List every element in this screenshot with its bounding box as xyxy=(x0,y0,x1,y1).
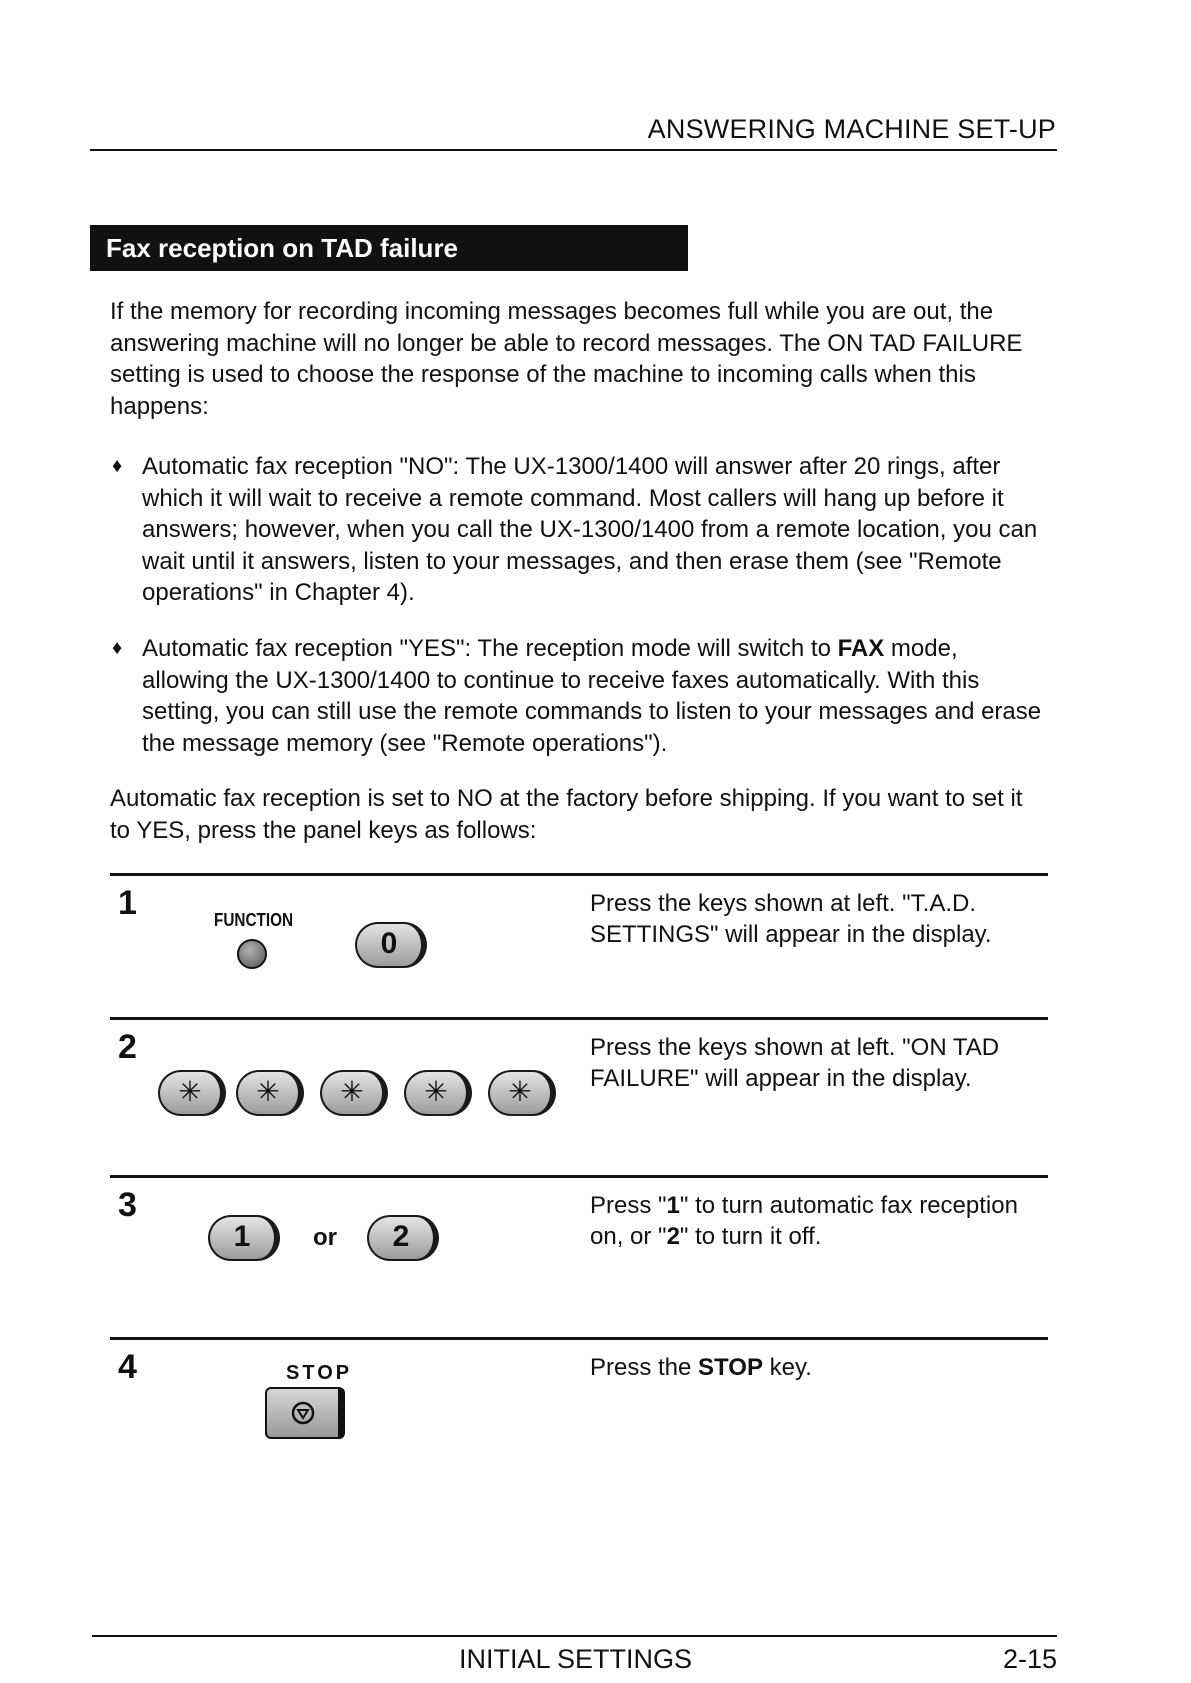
footer-rule xyxy=(92,1635,1057,1637)
desc-bold-1: 1 xyxy=(666,1192,680,1219)
key-1-icon: 1 xyxy=(208,1215,280,1261)
diamond-bullet-icon: ♦ xyxy=(112,637,123,659)
step-description: Press the keys shown at left. "ON TAD FAILURE" will appear in the display. xyxy=(590,1034,1000,1092)
bullet-text-yes-after: mode, allowing the UX-1300/1400 to continue to receive faxes automatically. With this setting, you can still use the remote commands to listen to your messages and erase the message memory (see "Remote operations"). xyxy=(142,635,1042,757)
star-key-icon: ✳ xyxy=(320,1070,388,1116)
desc-part: " to turn automatic fax reception on, or " xyxy=(590,1192,1018,1250)
step-number: 3 xyxy=(118,1186,137,1224)
key-2-icon: 2 xyxy=(367,1215,439,1261)
page-number: 2-15 xyxy=(1002,1644,1057,1674)
step-3 xyxy=(110,1175,1048,1333)
bullet-list-no xyxy=(112,451,1042,609)
bullet-item-no xyxy=(112,451,1042,609)
stop-key-label: STOP xyxy=(286,1362,353,1384)
stop-symbol-icon xyxy=(290,1400,316,1426)
desc-part: Press " xyxy=(590,1192,667,1219)
or-word: or xyxy=(313,1224,337,1251)
step-description xyxy=(590,1190,1048,1252)
step-number: 1 xyxy=(118,884,137,922)
desc-part: key. xyxy=(762,1354,812,1381)
step-number: 4 xyxy=(118,1348,137,1386)
desc-part: Press the xyxy=(590,1354,699,1381)
step-4 xyxy=(110,1337,1048,1540)
stop-key-icon xyxy=(265,1387,345,1439)
function-key-icon xyxy=(237,939,267,969)
star-key-icon: ✳ xyxy=(488,1070,556,1116)
desc-part: " to turn it off. xyxy=(679,1223,822,1250)
bullet-text-no: Automatic fax reception "NO": The UX-1300/1400 will answer after 20 rings, after which it will wait to receive a remote command. Most callers will hang up before it answers; however, when you call the UX-1300/1400 from a remote location, you can wait until it answers, listen to your messages, and then erase them (see "Remote operations" in Chapter 4). xyxy=(142,453,1038,606)
bullet-text-fax-bold: FAX xyxy=(837,635,885,662)
running-head: ANSWERING MACHINE SET-UP xyxy=(647,114,1056,144)
header-rule xyxy=(90,149,1057,151)
bullet-item-yes xyxy=(112,633,1042,759)
step-description xyxy=(590,1352,1048,1383)
key-0-icon: 0 xyxy=(355,922,427,968)
step-1 xyxy=(110,873,1048,1016)
section-title: Fax reception on TAD failure xyxy=(90,225,688,271)
step-number: 2 xyxy=(118,1028,137,1066)
star-key-icon: ✳ xyxy=(158,1070,226,1116)
function-key-label: FUNCTION xyxy=(214,910,294,930)
step-2 xyxy=(110,1017,1048,1170)
desc-bold-stop: STOP xyxy=(698,1354,763,1381)
intro-paragraph: If the memory for recording incoming messages becomes full while you are out, the answering machine will no longer be able to record messages. The ON TAD FAILURE setting is used to choose the response of the machine to incoming calls when this happens: xyxy=(110,298,1023,420)
star-key-icon: ✳ xyxy=(236,1070,304,1116)
step-description: Press the keys shown at left. "T.A.D. SETTINGS" will appear in the display. xyxy=(590,890,992,948)
bullet-list-yes xyxy=(112,633,1042,759)
desc-bold-2: 2 xyxy=(666,1223,680,1250)
bullet-text-yes-before: Automatic fax reception "YES": The reception mode will switch to xyxy=(142,635,838,662)
star-key-icon: ✳ xyxy=(404,1070,472,1116)
diamond-bullet-icon: ♦ xyxy=(112,455,123,477)
footer-title: INITIAL SETTINGS xyxy=(459,1644,693,1674)
factory-note: Automatic fax reception is set to NO at the factory before shipping. If you want to set it to YES, press the panel keys as follows: xyxy=(110,785,1023,844)
